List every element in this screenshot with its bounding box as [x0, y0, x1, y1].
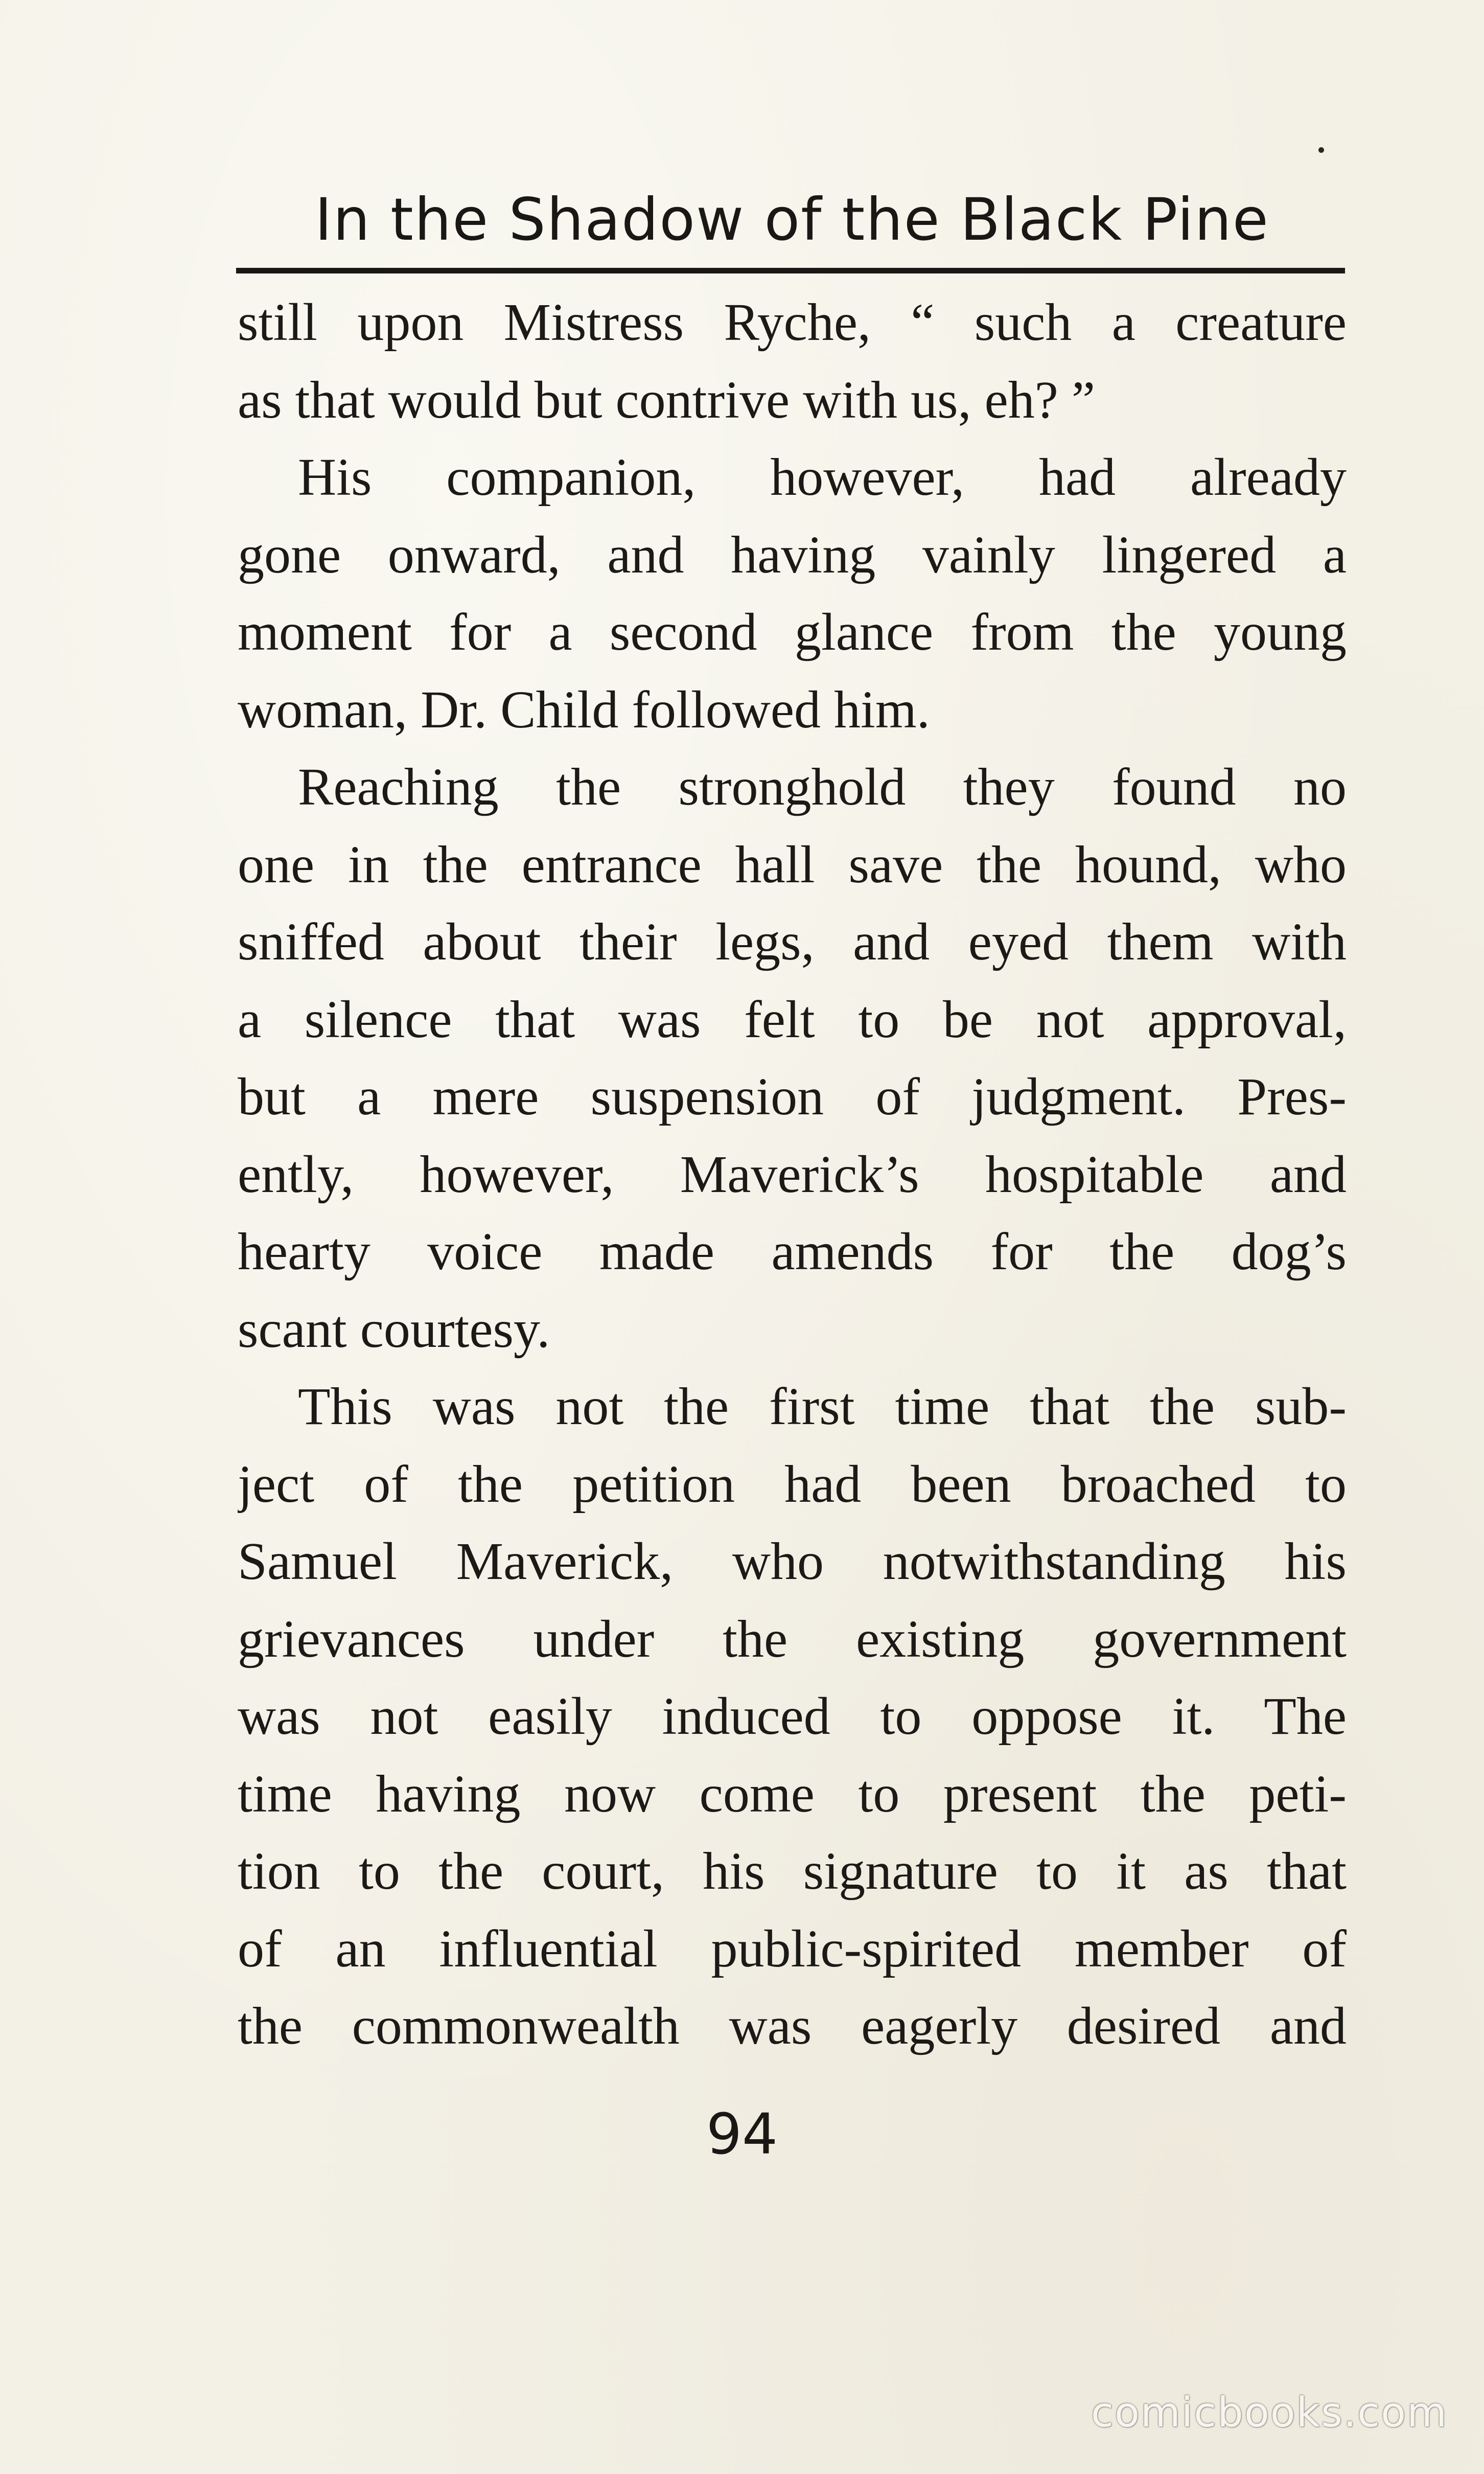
text-line: as that would but contrive with us, eh? ” — [238, 370, 1096, 429]
text-line: time having now come to present the peti- — [238, 1764, 1347, 1823]
text-line: moment for a second glance from the young — [238, 603, 1347, 661]
text-line: hearty voice made amends for the dog’s — [238, 1222, 1347, 1281]
text-line: tion to the court, his signature to it as that — [238, 1842, 1347, 1900]
header-rule — [236, 268, 1345, 273]
text-line: scant courtesy. — [238, 1299, 550, 1359]
text-line: a silence that was felt to be not approval, — [238, 990, 1347, 1049]
running-head: In the Shadow of the Black Pine — [315, 186, 1269, 254]
text-line: of an influential public-spirited member of — [238, 1919, 1347, 1978]
ink-speck — [1318, 147, 1324, 153]
text-line: still upon Mistress Ryche, “ such a creature — [238, 293, 1347, 352]
text-line: the commonwealth was eagerly desired and — [238, 1997, 1347, 2055]
text-line: was not easily induced to oppose it. The — [238, 1687, 1347, 1746]
body-text — [238, 284, 1347, 2065]
text-line: but a mere suspension of judgment. Pres- — [238, 1067, 1347, 1126]
text-line: one in the entrance hall save the hound, who — [238, 835, 1347, 894]
text-line: Reaching the stronghold they found no — [298, 758, 1347, 816]
watermark: comicbooks.com — [1091, 2389, 1448, 2436]
text-line: His companion, however, had already — [298, 448, 1347, 507]
page-number: 94 — [706, 2101, 778, 2167]
text-line: ject of the petition had been broached to — [238, 1454, 1347, 1514]
text-line: grievances under the existing government — [238, 1609, 1347, 1668]
text-line: ently, however, Maverick’s hospitable and — [238, 1144, 1347, 1204]
text-line: Samuel Maverick, who notwithstanding his — [238, 1532, 1347, 1591]
text-line: This was not the first time that the sub- — [298, 1377, 1347, 1436]
text-line: woman, Dr. Child followed him. — [238, 680, 930, 739]
text-line: sniffed about their legs, and eyed them with — [238, 912, 1347, 971]
text-line: gone onward, and having vainly lingered a — [238, 525, 1347, 584]
